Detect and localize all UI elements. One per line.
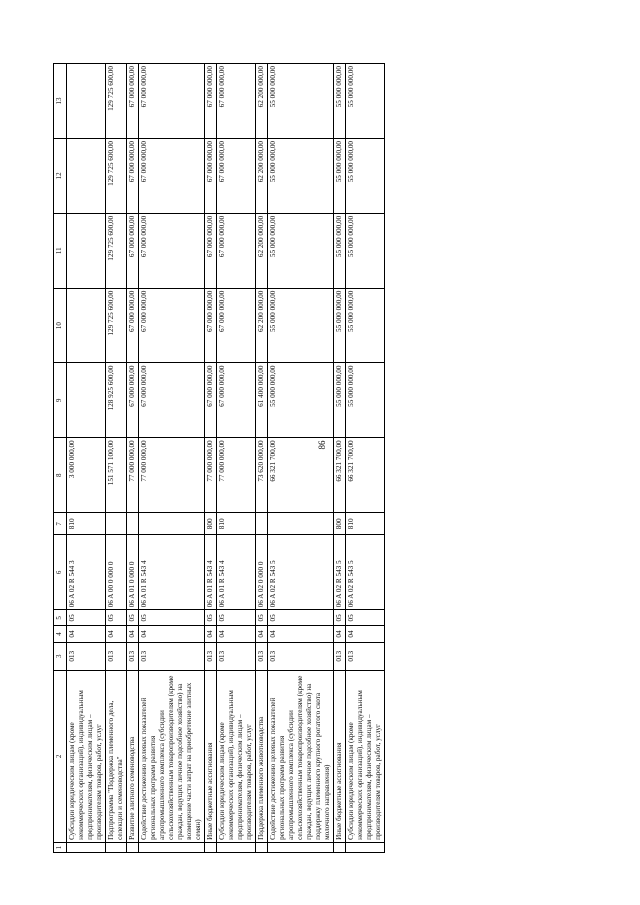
cell-amount: 67 000 000,00	[217, 213, 256, 288]
page-number: 86	[317, 440, 327, 450]
cell-amount: 62 200 000,00	[256, 138, 268, 213]
cell-amount: 129 725 600,00	[106, 213, 127, 288]
cell-amount: 67 000 000,00	[127, 363, 139, 438]
cell-subsection: 05	[127, 610, 139, 626]
table-row	[127, 64, 139, 853]
cell-amount: 67 000 000,00	[217, 138, 256, 213]
cell-expense-type	[256, 513, 268, 535]
cell-amount: 67 000 000,00	[217, 64, 256, 139]
table-row	[268, 64, 334, 853]
cell-section: 04	[139, 626, 205, 642]
cell-amount: 55 000 000,00	[346, 288, 385, 363]
cell-amount	[67, 288, 106, 363]
cell-ministry-code: 013	[334, 642, 346, 670]
cell-target-article: 06 A 02 R 543 5	[268, 535, 334, 610]
table-row	[106, 64, 127, 853]
column-number: 4	[54, 626, 67, 642]
cell-name: Подпрограмма "Поддержка племенного дела, селекции и семеноводства"	[106, 670, 127, 842]
cell-expense-type	[106, 513, 127, 535]
cell-amount: 67 000 000,00	[139, 138, 205, 213]
cell-section: 04	[256, 626, 268, 642]
cell-ministry-code: 013	[268, 642, 334, 670]
cell-name: Иные бюджетные ассигнования	[205, 670, 217, 842]
cell-subsection: 05	[334, 610, 346, 626]
table-row	[256, 64, 268, 853]
cell-amount: 55 000 000,00	[346, 213, 385, 288]
column-number: 5	[54, 610, 67, 626]
cell-amount: 66 321 700,00	[334, 438, 346, 513]
cell-index	[67, 842, 106, 852]
cell-amount: 55 000 000,00	[334, 288, 346, 363]
cell-amount: 55 000 000,00	[334, 138, 346, 213]
cell-ministry-code: 013	[205, 642, 217, 670]
cell-subsection: 05	[268, 610, 334, 626]
table-body	[67, 64, 385, 853]
column-number: 9	[54, 363, 67, 438]
cell-amount: 67 000 000,00	[217, 288, 256, 363]
cell-expense-type	[139, 513, 205, 535]
cell-amount: 55 000 000,00	[268, 288, 334, 363]
column-number: 12	[54, 138, 67, 213]
cell-name: Субсидии юридическим лицам (кроме некоммерческих организаций), индивидуальным предпринимателям, физическим лицам – производителям товаров, работ, услуг	[346, 670, 385, 842]
cell-amount: 55 000 000,00	[268, 138, 334, 213]
cell-index	[127, 842, 139, 852]
cell-index	[106, 842, 127, 852]
cell-amount: 67 000 000,00	[139, 288, 205, 363]
table-row	[217, 64, 256, 853]
cell-expense-type: 800	[334, 513, 346, 535]
cell-index	[217, 842, 256, 852]
cell-target-article: 06 A 01 R 543 4	[217, 535, 256, 610]
cell-amount: 67 000 000,00	[127, 213, 139, 288]
cell-section: 04	[205, 626, 217, 642]
column-number: 7	[54, 513, 67, 535]
cell-name: Содействие достижению целевых показателей региональных программ развития агропромышленного комплекса (субсидии сельскохозяйственным товаропроизводителям (кроме граждан, ведущих личное подсобное хозяйство) на поддержку племенного крупного рогатого скота молочного направления)	[268, 670, 334, 842]
cell-amount: 61 400 000,00	[256, 363, 268, 438]
budget-table	[53, 63, 385, 853]
cell-subsection: 05	[217, 610, 256, 626]
column-number-row	[54, 64, 67, 853]
cell-subsection: 05	[205, 610, 217, 626]
cell-amount: 73 620 000,00	[256, 438, 268, 513]
rotated-table-container	[53, 63, 563, 853]
cell-amount: 129 725 600,00	[106, 288, 127, 363]
cell-expense-type: 810	[217, 513, 256, 535]
cell-index	[139, 842, 205, 852]
cell-index	[346, 842, 385, 852]
cell-section: 04	[334, 626, 346, 642]
cell-amount: 55 000 000,00	[334, 363, 346, 438]
cell-amount: 62 200 000,00	[256, 288, 268, 363]
cell-expense-type	[268, 513, 334, 535]
cell-target-article: 06 A 01 0 000 0	[127, 535, 139, 610]
cell-amount: 55 000 000,00	[334, 213, 346, 288]
cell-name: Субсидии юридическим лицам (кроме некоммерческих организаций), индивидуальным предпринимателям, физическим лицам – производителям товаров, работ, услуг	[67, 670, 106, 842]
cell-name: Содействие достижению целевых показателей региональных программ развития агропромышленного комплекса (субсидии сельскохозяйственным товаропроизводителям (кроме граждан, ведущих личное подсобное хозяйство) на возмещение части затрат на приобретение элитных семян)	[139, 670, 205, 842]
cell-subsection: 05	[256, 610, 268, 626]
cell-expense-type: 810	[346, 513, 385, 535]
cell-section: 04	[67, 626, 106, 642]
cell-target-article: 06 A 02 0 000 0	[256, 535, 268, 610]
cell-ministry-code: 013	[256, 642, 268, 670]
cell-subsection: 05	[139, 610, 205, 626]
cell-amount: 55 000 000,00	[334, 64, 346, 139]
cell-section: 04	[346, 626, 385, 642]
cell-amount: 77 000 000,00	[217, 438, 256, 513]
table-row	[205, 64, 217, 853]
cell-target-article: 06 A 02 R 543 5	[346, 535, 385, 610]
cell-amount: 62 200 000,00	[256, 213, 268, 288]
cell-index	[256, 842, 268, 852]
cell-amount: 67 000 000,00	[139, 363, 205, 438]
cell-amount: 55 000 000,00	[346, 64, 385, 139]
cell-ministry-code: 013	[139, 642, 205, 670]
cell-amount: 67 000 000,00	[139, 213, 205, 288]
cell-amount: 129 725 600,00	[106, 138, 127, 213]
cell-target-article: 06 A 01 R 543 4	[139, 535, 205, 610]
cell-amount: 67 000 000,00	[127, 288, 139, 363]
cell-amount: 55 000 000,00	[268, 363, 334, 438]
cell-amount: 55 000 000,00	[346, 138, 385, 213]
cell-target-article: 06 A 02 R 543 5	[334, 535, 346, 610]
cell-amount: 3 000 000,00	[67, 438, 106, 513]
column-number: 10	[54, 288, 67, 363]
column-number: 13	[54, 64, 67, 139]
cell-ministry-code: 013	[67, 642, 106, 670]
cell-amount: 67 000 000,00	[127, 138, 139, 213]
cell-ministry-code: 013	[217, 642, 256, 670]
cell-amount: 67 000 000,00	[217, 363, 256, 438]
cell-ministry-code: 013	[106, 642, 127, 670]
cell-amount: 62 200 000,00	[256, 64, 268, 139]
table-row	[346, 64, 385, 853]
cell-amount: 67 000 000,00	[205, 213, 217, 288]
cell-name: Поддержка племенного животноводства	[256, 670, 268, 842]
table-row	[334, 64, 346, 853]
cell-amount: 77 000 000,00	[127, 438, 139, 513]
cell-index	[268, 842, 334, 852]
cell-section: 04	[268, 626, 334, 642]
cell-amount: 77 000 000,00	[139, 438, 205, 513]
cell-amount: 129 725 600,00	[106, 64, 127, 139]
cell-amount	[67, 64, 106, 139]
cell-amount: 128 925 600,00	[106, 363, 127, 438]
cell-amount: 151 571 100,00	[106, 438, 127, 513]
cell-amount: 66 321 700,00	[346, 438, 385, 513]
cell-section: 04	[106, 626, 127, 642]
cell-subsection: 05	[106, 610, 127, 626]
cell-amount: 77 000 000,00	[205, 438, 217, 513]
cell-amount	[67, 363, 106, 438]
cell-amount: 67 000 000,00	[127, 64, 139, 139]
cell-name: Иные бюджетные ассигнования	[334, 670, 346, 842]
cell-ministry-code: 013	[127, 642, 139, 670]
cell-index	[205, 842, 217, 852]
cell-amount: 66 321 700,00	[268, 438, 334, 513]
cell-amount: 55 000 000,00	[268, 213, 334, 288]
cell-section: 04	[217, 626, 256, 642]
cell-expense-type: 810	[67, 513, 106, 535]
cell-amount: 67 000 000,00	[205, 288, 217, 363]
cell-amount: 67 000 000,00	[139, 64, 205, 139]
cell-amount: 67 000 000,00	[205, 64, 217, 139]
cell-expense-type	[127, 513, 139, 535]
cell-subsection: 05	[67, 610, 106, 626]
column-number: 6	[54, 535, 67, 610]
cell-amount	[67, 138, 106, 213]
cell-amount	[67, 213, 106, 288]
cell-target-article: 06 A 01 R 543 4	[205, 535, 217, 610]
column-number: 8	[54, 438, 67, 513]
cell-amount: 67 000 000,00	[205, 138, 217, 213]
cell-index	[334, 842, 346, 852]
table-row	[139, 64, 205, 853]
column-number: 3	[54, 642, 67, 670]
table-row	[67, 64, 106, 853]
cell-section: 04	[127, 626, 139, 642]
cell-ministry-code: 013	[346, 642, 385, 670]
cell-name: Субсидии юридическим лицам (кроме некоммерческих организаций), индивидуальным предпринимателям, физическим лицам – производителям товаров, работ, услуг	[217, 670, 256, 842]
cell-expense-type: 800	[205, 513, 217, 535]
cell-name: Развитие элитного семеноводства	[127, 670, 139, 842]
column-number: 1	[54, 842, 67, 852]
cell-amount: 55 000 000,00	[346, 363, 385, 438]
column-number: 2	[54, 670, 67, 842]
cell-amount: 67 000 000,00	[205, 363, 217, 438]
column-number: 11	[54, 213, 67, 288]
cell-subsection: 05	[346, 610, 385, 626]
cell-amount: 55 000 000,00	[268, 64, 334, 139]
cell-target-article: 06 A 02 R 544 3	[67, 535, 106, 610]
cell-target-article: 06 A 00 0 000 0	[106, 535, 127, 610]
